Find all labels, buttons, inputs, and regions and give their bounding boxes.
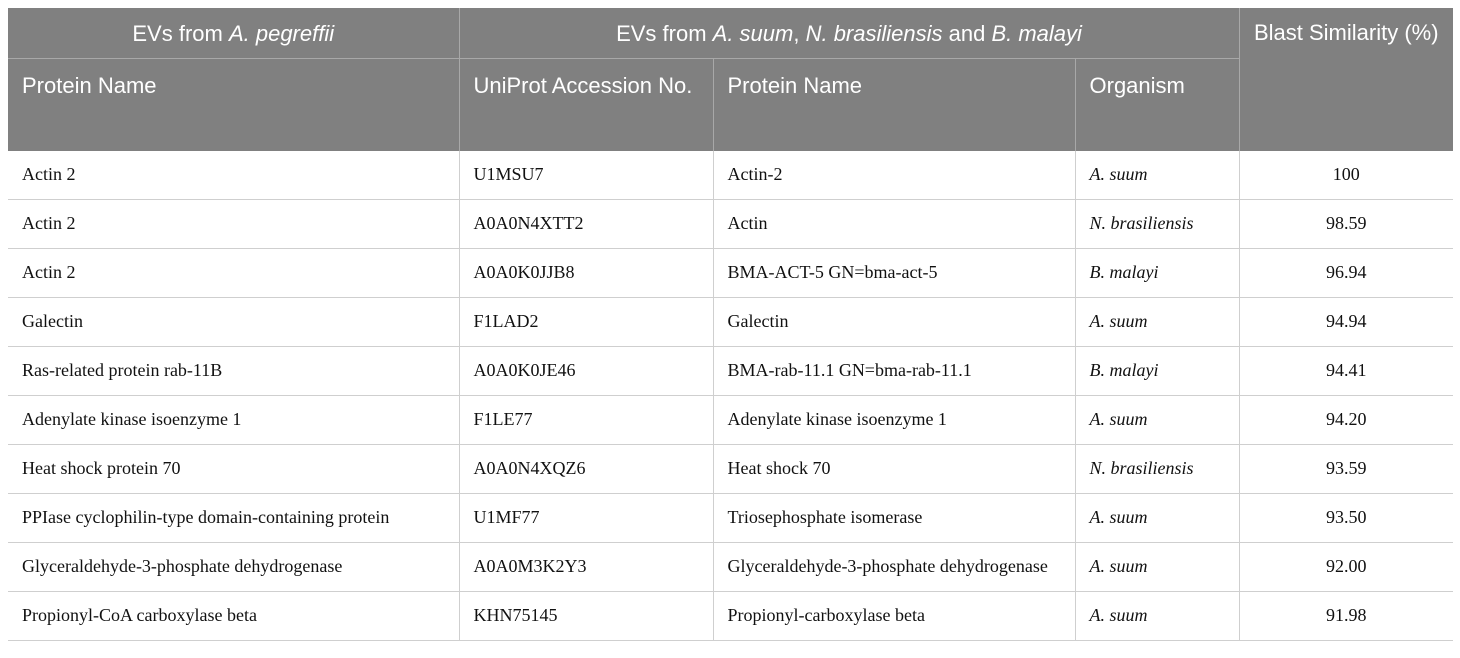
table-row <box>8 249 1453 298</box>
column-header-organism: Organism <box>1075 59 1239 152</box>
species-name: N. brasiliensis <box>805 20 943 46</box>
organism-cell: B. malayi <box>1075 347 1239 396</box>
table-row <box>8 494 1453 543</box>
similarity-cell: 93.59 <box>1239 445 1453 494</box>
group-prefix: EVs from <box>132 20 229 46</box>
protein-cell: Heat shock 70 <box>713 445 1075 494</box>
accession-cell: A0A0K0JJB8 <box>459 249 713 298</box>
accession-cell: A0A0K0JE46 <box>459 347 713 396</box>
ap-protein-cell: Adenylate kinase isoenzyme 1 <box>8 396 459 445</box>
organism-cell: N. brasiliensis <box>1075 200 1239 249</box>
organism-cell: A. suum <box>1075 592 1239 641</box>
similarity-cell: 96.94 <box>1239 249 1453 298</box>
similarity-cell: 98.59 <box>1239 200 1453 249</box>
table-row <box>8 200 1453 249</box>
ap-protein-cell: Actin 2 <box>8 200 459 249</box>
accession-cell: U1MF77 <box>459 494 713 543</box>
table-row <box>8 445 1453 494</box>
protein-comparison-table <box>8 8 1453 641</box>
accession-cell: U1MSU7 <box>459 151 713 200</box>
protein-cell: BMA-ACT-5 GN=bma-act-5 <box>713 249 1075 298</box>
protein-cell: Actin-2 <box>713 151 1075 200</box>
accession-cell: F1LAD2 <box>459 298 713 347</box>
accession-cell: A0A0M3K2Y3 <box>459 543 713 592</box>
similarity-cell: 94.41 <box>1239 347 1453 396</box>
protein-cell: Glyceraldehyde-3-phosphate dehydrogenase <box>713 543 1075 592</box>
similarity-cell: 100 <box>1239 151 1453 200</box>
ap-protein-cell: Ras-related protein rab-11B <box>8 347 459 396</box>
species-name: B. malayi <box>991 20 1082 46</box>
table-row <box>8 543 1453 592</box>
accession-cell: KHN75145 <box>459 592 713 641</box>
accession-cell: A0A0N4XTT2 <box>459 200 713 249</box>
accession-cell: A0A0N4XQZ6 <box>459 445 713 494</box>
similarity-cell: 94.94 <box>1239 298 1453 347</box>
column-header-accession: UniProt Accession No. <box>459 59 713 152</box>
organism-cell: A. suum <box>1075 298 1239 347</box>
protein-cell: BMA-rab-11.1 GN=bma-rab-11.1 <box>713 347 1075 396</box>
ap-protein-cell: Propionyl-CoA carboxylase beta <box>8 592 459 641</box>
protein-cell: Triosephosphate isomerase <box>713 494 1075 543</box>
separator: , <box>793 20 806 46</box>
ap-protein-cell: Glyceraldehyde-3-phosphate dehydrogenase <box>8 543 459 592</box>
ap-protein-cell: Actin 2 <box>8 249 459 298</box>
organism-cell: A. suum <box>1075 396 1239 445</box>
separator: and <box>942 20 992 46</box>
organism-cell: A. suum <box>1075 543 1239 592</box>
column-header-protein-name: Protein Name <box>713 59 1075 152</box>
similarity-cell: 94.20 <box>1239 396 1453 445</box>
accession-cell: F1LE77 <box>459 396 713 445</box>
header-column-row <box>8 59 1453 152</box>
ap-protein-cell: Actin 2 <box>8 151 459 200</box>
table-row <box>8 396 1453 445</box>
similarity-cell: 92.00 <box>1239 543 1453 592</box>
ap-protein-cell: PPIase cyclophilin-type domain-containing protein <box>8 494 459 543</box>
ap-protein-cell: Heat shock protein 70 <box>8 445 459 494</box>
similarity-cell: 91.98 <box>1239 592 1453 641</box>
protein-cell: Adenylate kinase isoenzyme 1 <box>713 396 1075 445</box>
group-prefix: EVs from <box>616 20 713 46</box>
column-header-blast-similarity: Blast Similarity (%) <box>1239 8 1453 151</box>
organism-cell: B. malayi <box>1075 249 1239 298</box>
table-row <box>8 151 1453 200</box>
table-row <box>8 347 1453 396</box>
group-header-other-species <box>459 8 1239 59</box>
similarity-cell: 93.50 <box>1239 494 1453 543</box>
table-header <box>8 8 1453 151</box>
organism-cell: A. suum <box>1075 494 1239 543</box>
species-name: A. suum <box>712 20 794 46</box>
header-group-row <box>8 8 1453 59</box>
organism-cell: A. suum <box>1075 151 1239 200</box>
table-body <box>8 151 1453 641</box>
ap-protein-cell: Galectin <box>8 298 459 347</box>
table-row <box>8 592 1453 641</box>
group-header-a-pegreffii <box>8 8 459 59</box>
protein-cell: Actin <box>713 200 1075 249</box>
organism-cell: N. brasiliensis <box>1075 445 1239 494</box>
protein-cell: Propionyl-carboxylase beta <box>713 592 1075 641</box>
column-header-ap-protein-name: Protein Name <box>8 59 459 152</box>
table-row <box>8 298 1453 347</box>
species-name: A. pegreffii <box>228 20 335 46</box>
protein-cell: Galectin <box>713 298 1075 347</box>
